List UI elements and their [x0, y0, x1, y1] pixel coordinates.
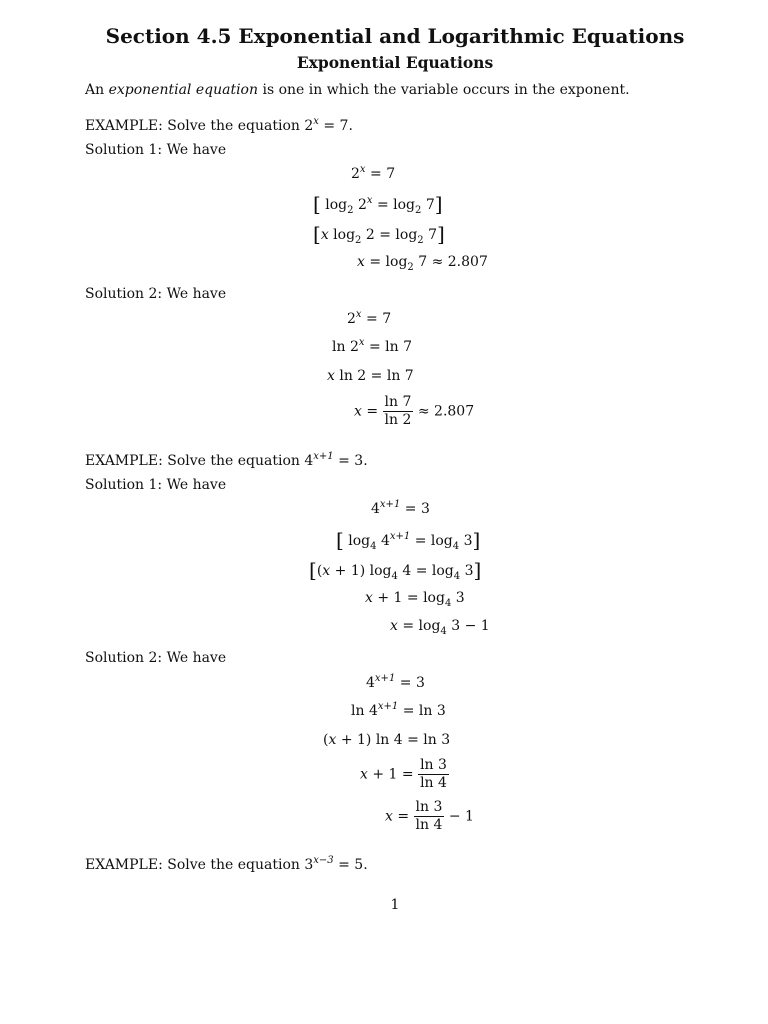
- intro-term: exponential equation: [108, 82, 259, 98]
- equation: $4^{x+1} = 3$: [366, 673, 425, 691]
- section-subtitle: Exponential Equations: [296, 53, 494, 72]
- equation: $x = \log_2 7 \approx 2.807$: [357, 254, 488, 273]
- equation: $\ln 2^x = \ln 7$: [332, 337, 412, 355]
- equation: x + 1 = $\frac{\ln 3}{\ln 4}$: [360, 757, 447, 791]
- page-title: Section 4.5 Exponential and Logarithmic Equations: [105, 24, 685, 48]
- equation: [ $\log_4 4^{x+1} = \log_4 3$]: [336, 528, 481, 552]
- equation: [ $\log_2 2^x = \log_2 7$]: [313, 192, 443, 216]
- example-2-statement: EXAMPLE: Solve the equation $4^{x+1} = 3$.: [85, 451, 368, 469]
- page-number: 1: [390, 897, 400, 913]
- equation: [x $\log_2 2 = \log_2 7$]: [313, 222, 445, 246]
- equation: x = $\frac{\ln 7}{\ln 2}$ ≈ 2.807: [354, 394, 475, 428]
- equation: [(x + 1) $\log_4 4 = \log_4 3$]: [309, 558, 482, 582]
- equation: x = $\frac{\ln 3}{\ln 4}$ − 1: [385, 799, 474, 833]
- example-1-solution-1-label: Solution 1: We have: [85, 142, 227, 158]
- example-3-statement: EXAMPLE: Solve the equation $3^{x-3} = 5$.: [85, 855, 368, 873]
- example-2-solution-1-label: Solution 1: We have: [85, 477, 227, 493]
- equation: (x + 1) ln 4 = ln 3: [323, 732, 451, 748]
- example-1-solution-2-label: Solution 2: We have: [85, 286, 227, 302]
- equation: $x = \log_4 3 - 1$: [390, 618, 490, 637]
- equation: $4^{x+1} = 3$: [371, 499, 430, 517]
- example-1-statement: EXAMPLE: Solve the equation $2^x = 7$.: [85, 116, 353, 134]
- equation: $\ln 4^{x+1} = \ln 3$: [351, 701, 446, 719]
- intro-paragraph: An exponential equation is one in which the variable occurs in the exponent.: [85, 82, 630, 98]
- equation: x ln 2 = ln 7: [327, 368, 414, 384]
- equation: $2^x = 7$: [351, 164, 396, 182]
- equation: $x + 1 = \log_4 3$: [365, 590, 465, 609]
- example-2-solution-2-label: Solution 2: We have: [85, 650, 227, 666]
- equation: $2^x = 7$: [347, 309, 392, 327]
